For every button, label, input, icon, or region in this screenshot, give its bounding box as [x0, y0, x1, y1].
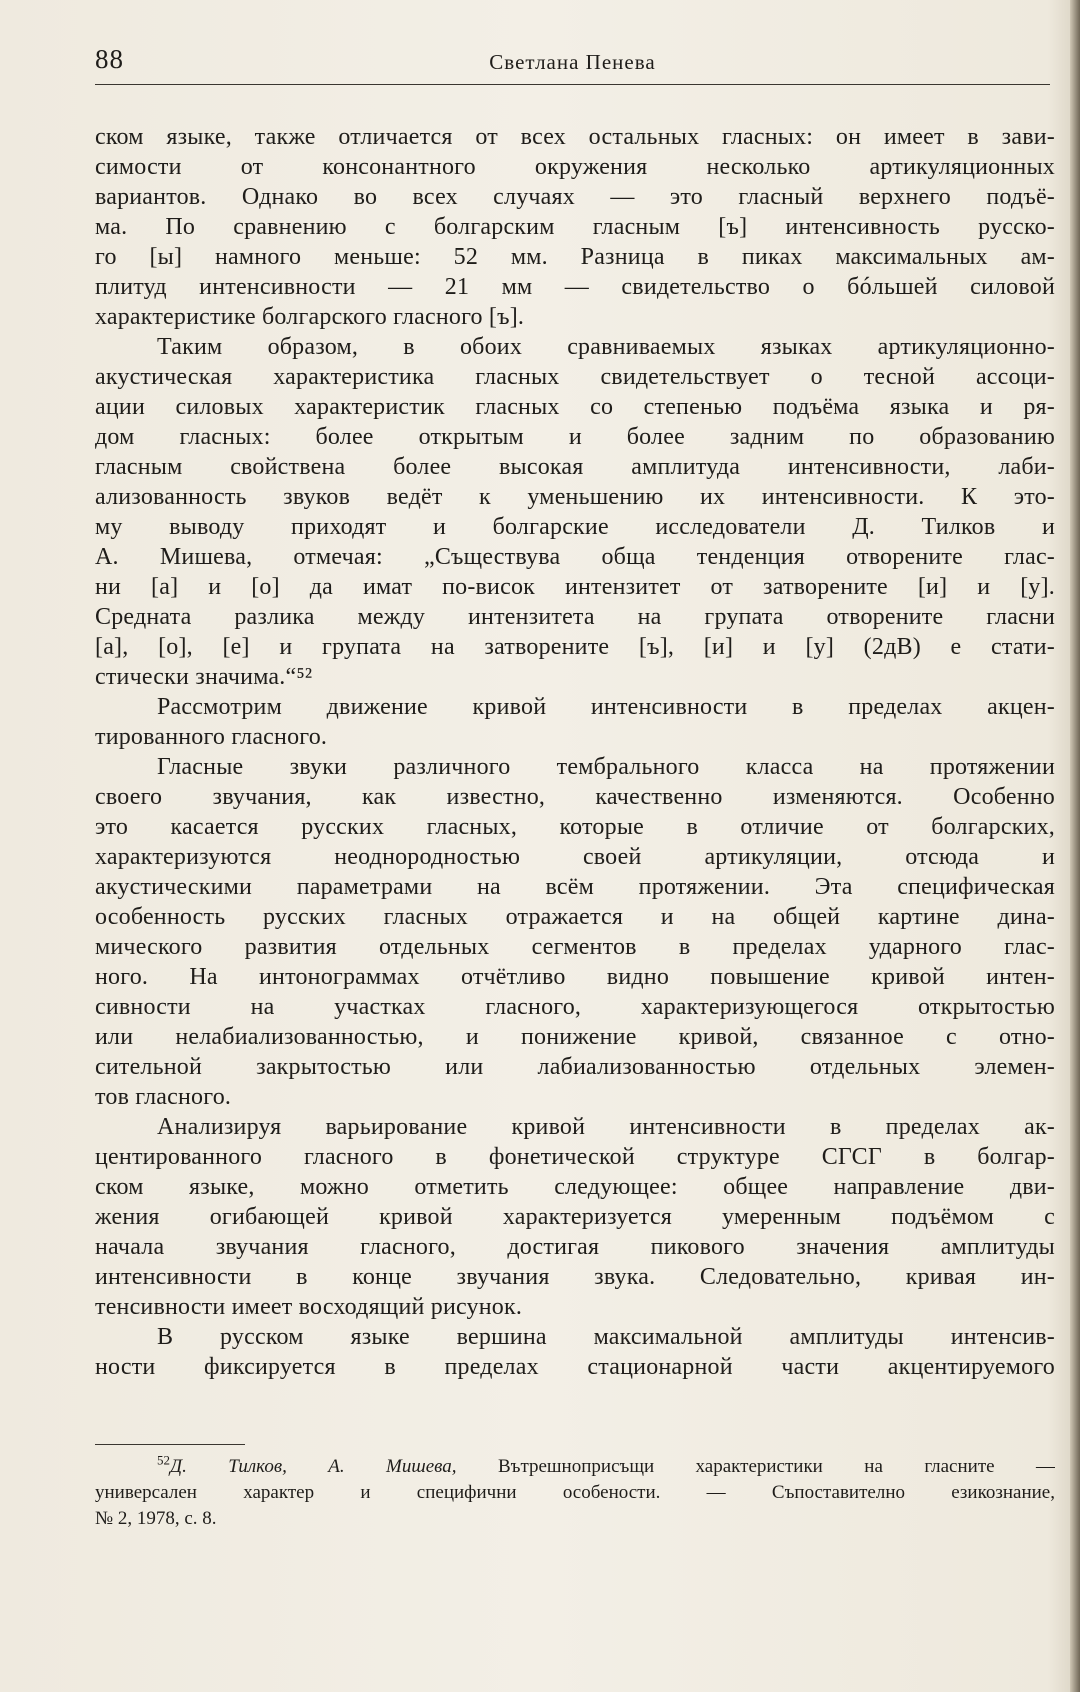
text-line: Рассмотрим движение кривой интенсивности в пределах акцен- — [157, 694, 1055, 720]
header-rule — [95, 84, 1050, 85]
text-line: ском языке, также отличается от всех остальных гласных: он имеет в зави- — [95, 124, 1055, 150]
text-line: В русском языке вершина максимальной амплитуды интенсив- — [157, 1324, 1055, 1350]
text-line: жения огибающей кривой характеризуется умеренным подъёмом с — [95, 1204, 1055, 1230]
footnote-marker: 52 — [157, 1454, 170, 1468]
text-line: акустическими параметрами на всём протяжении. Эта специфическая — [95, 874, 1055, 900]
text-line: ни [а] и [о] да имат по-висок интензитет от затворените [и] и [у]. — [95, 574, 1055, 600]
text-line: характеризуются неоднородностью своей артикуляции, отсюда и — [95, 844, 1055, 870]
text-line: интенсивности в конце звучания звука. Следовательно, кривая ин- — [95, 1264, 1055, 1290]
text-line: симости от консонантного окружения несколько артикуляционных — [95, 154, 1055, 180]
text-line: или нелабиализованностью, и понижение кривой, связанное с отно- — [95, 1024, 1055, 1050]
text-line: сивности на участках гласного, характеризующегося открытостью — [95, 994, 1055, 1020]
footnote-authors: Д. Тилков, А. Мишева, — [170, 1456, 457, 1477]
text-line: это касается русских гласных, которые в отличие от болгарских, — [95, 814, 1055, 840]
text-line: акустическая характеристика гласных свидетельствует о тесной ассоци- — [95, 364, 1055, 390]
text-line: ализованность звуков ведёт к уменьшению их интенсивности. К это- — [95, 484, 1055, 510]
text-line: начала звучания гласного, достигая пикового значения амплитуды — [95, 1234, 1055, 1260]
text-line: го [ы] намного меньше: 52 мм. Разница в пиках максимальных ам- — [95, 244, 1055, 270]
text-line: тов гласного. — [95, 1084, 232, 1110]
text-line: Анализируя варьирование кривой интенсивности в пределах ак- — [157, 1114, 1055, 1140]
text-line: вариантов. Однако во всех случаях — это гласный верхнего подъё- — [95, 184, 1055, 210]
book-spine-shadow — [1070, 0, 1080, 1692]
text-line: особенность русских гласных отражается и на общей картине дина- — [95, 904, 1055, 930]
text-line: Средната разлика между интензитета на групата отворените гласни — [95, 604, 1055, 630]
footnote-rule — [95, 1444, 245, 1445]
footnote-title: Вътрешноприсъщи характеристики на гласните — — [456, 1456, 1055, 1477]
text-line: дом гласных: более открытым и более задним по образованию — [95, 424, 1055, 450]
text-line: сительной закрытостью или лабиализованностью отдельных элемен- — [95, 1054, 1055, 1080]
text-line: тированного гласного. — [95, 724, 328, 750]
text-line: плитуд интенсивности — 21 мм — свидетельство о бóльшей силовой — [95, 274, 1055, 300]
text-line: тенсивности имеет восходящий рисунок. — [95, 1294, 523, 1320]
running-head — [95, 44, 1050, 88]
text-line: Гласные звуки различного тембрального класса на протяжении — [157, 754, 1055, 780]
text-line: му выводу приходят и болгарские исследователи Д. Тилков и — [95, 514, 1055, 540]
text-line: ного. На интонограммах отчётливо видно повышение кривой интен- — [95, 964, 1055, 990]
text-line: стически значима.“⁵² — [95, 664, 313, 690]
text-line: ском языке, можно отметить следующее: общее направление дви- — [95, 1174, 1055, 1200]
footnote — [95, 1454, 1055, 1532]
text-line: Таким образом, в обоих сравниваемых языках артикуляционно- — [157, 334, 1055, 360]
text-line: ма. По сравнению с болгарским гласным [ъ] интенсивность русско- — [95, 214, 1055, 240]
text-line: характеристике болгарского гласного [ъ]. — [95, 304, 525, 330]
text-line: А. Мишева, отмечая: „Съществува обща тенденция отворените глас- — [95, 544, 1055, 570]
text-line: ации силовых характеристик гласных со степенью подъёма языка и ря- — [95, 394, 1055, 420]
page-number: 88 — [95, 44, 124, 74]
footnote-line — [95, 1454, 1055, 1480]
footnote-line: универсален характер и специфични особености. — Съпоставително езикознание, — [95, 1482, 1055, 1503]
running-title: Светлана Пенева — [489, 50, 656, 74]
footnote-line: № 2, 1978, с. 8. — [95, 1508, 217, 1529]
body-text — [95, 122, 1055, 1382]
text-line: своего звучания, как известно, качественно изменяются. Особенно — [95, 784, 1055, 810]
text-line: ности фиксируется в пределах стационарной части акцентируемого — [95, 1354, 1055, 1380]
text-line: центированного гласного в фонетической структуре СГСГ в болгар- — [95, 1144, 1055, 1170]
text-line: гласным свойствена более высокая амплитуда интенсивности, лаби- — [95, 454, 1055, 480]
text-line: мического развития отдельных сегментов в пределах ударного глас- — [95, 934, 1055, 960]
text-line: [а], [о], [е] и групата на затворените [ъ], [и] и [у] (2дВ) е стати- — [95, 634, 1055, 660]
